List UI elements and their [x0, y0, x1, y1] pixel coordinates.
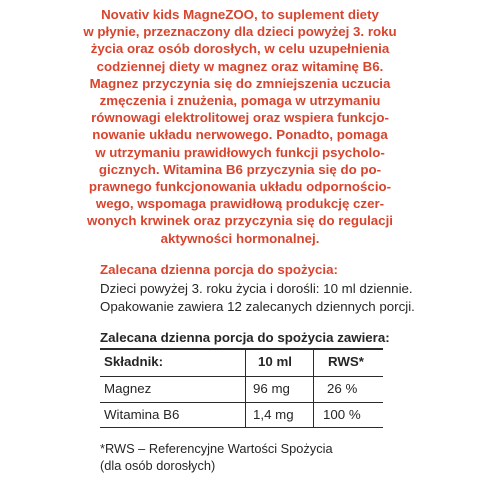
description-line: nowanie układu nerwowego. Ponadto, pomaga	[92, 127, 388, 143]
description-line: równowagi elektrolitowej oraz wspiera funkcjo-	[91, 110, 389, 126]
description-line: w płynie, przeznaczony dla dzieci powyżej 3. roku	[83, 24, 397, 40]
footnote-line: (dla osób dorosłych)	[100, 458, 216, 473]
row-b6-name: Witamina B6	[104, 407, 180, 422]
table-row-rule	[100, 402, 383, 403]
description-line: Magnez przyczynia się do zmniejszenia uczucia	[89, 75, 391, 91]
description-line-text: , to suplement diety	[254, 7, 379, 22]
product-description	[0, 6, 480, 247]
description-line: życia oraz osób dorosłych, w celu uzupełnienia	[90, 41, 390, 57]
description-line: wego, wspomaga prawidłową produkcję czer-	[95, 196, 385, 212]
description-line: gicznych. Witamina B6 przyczynia się do po-	[98, 161, 382, 177]
dose-heading: Zalecana dzienna porcja do spożycia:	[100, 262, 338, 277]
footnote-line: *RWS – Referencyjne Wartości Spożycia	[100, 441, 333, 456]
product-name: Novativ kids MagneZOO	[101, 7, 255, 22]
description-line: codziennej diety w magnez oraz witaminę B6.	[96, 58, 384, 74]
header-rws: RWS*	[328, 354, 364, 369]
description-line: w utrzymaniu prawidłowych funkcji psycholo-	[95, 144, 385, 160]
table-heading: Zalecana dzienna porcja do spożycia zawiera:	[100, 330, 390, 345]
table-column-divider	[245, 348, 246, 428]
header-ingredient: Składnik:	[104, 354, 164, 369]
row-b6-rws: 100 %	[323, 407, 361, 422]
row-b6-amount: 1,4 mg	[253, 407, 294, 422]
row-magnesium-rws: 26 %	[327, 381, 358, 396]
description-line: prawnego funkcjonowania układu odpornościo-	[88, 179, 392, 195]
row-magnesium-name: Magnez	[104, 381, 152, 396]
dose-instructions	[100, 280, 415, 315]
dose-line: Opakowanie zawiera 12 zalecanych dziennych porcji.	[100, 298, 415, 314]
table-bottom-rule	[100, 427, 383, 428]
table-top-rule	[100, 348, 383, 350]
description-line: wonych krwinek oraz przyczynia się do regulacji	[87, 213, 393, 229]
table-header-rule	[100, 376, 383, 377]
footnote	[100, 440, 333, 474]
description-line: aktywności hormonalnej.	[160, 230, 320, 246]
table-column-divider	[313, 348, 314, 428]
description-line: zmęczenia i znużenia, pomaga w utrzymaniu	[99, 93, 381, 109]
dose-line: Dzieci powyżej 3. roku życia i dorośli: 10 ml dziennie.	[100, 281, 413, 296]
header-amount: 10 ml	[258, 354, 293, 369]
description-line	[0, 6, 480, 23]
row-magnesium-amount: 96 mg	[253, 381, 290, 396]
